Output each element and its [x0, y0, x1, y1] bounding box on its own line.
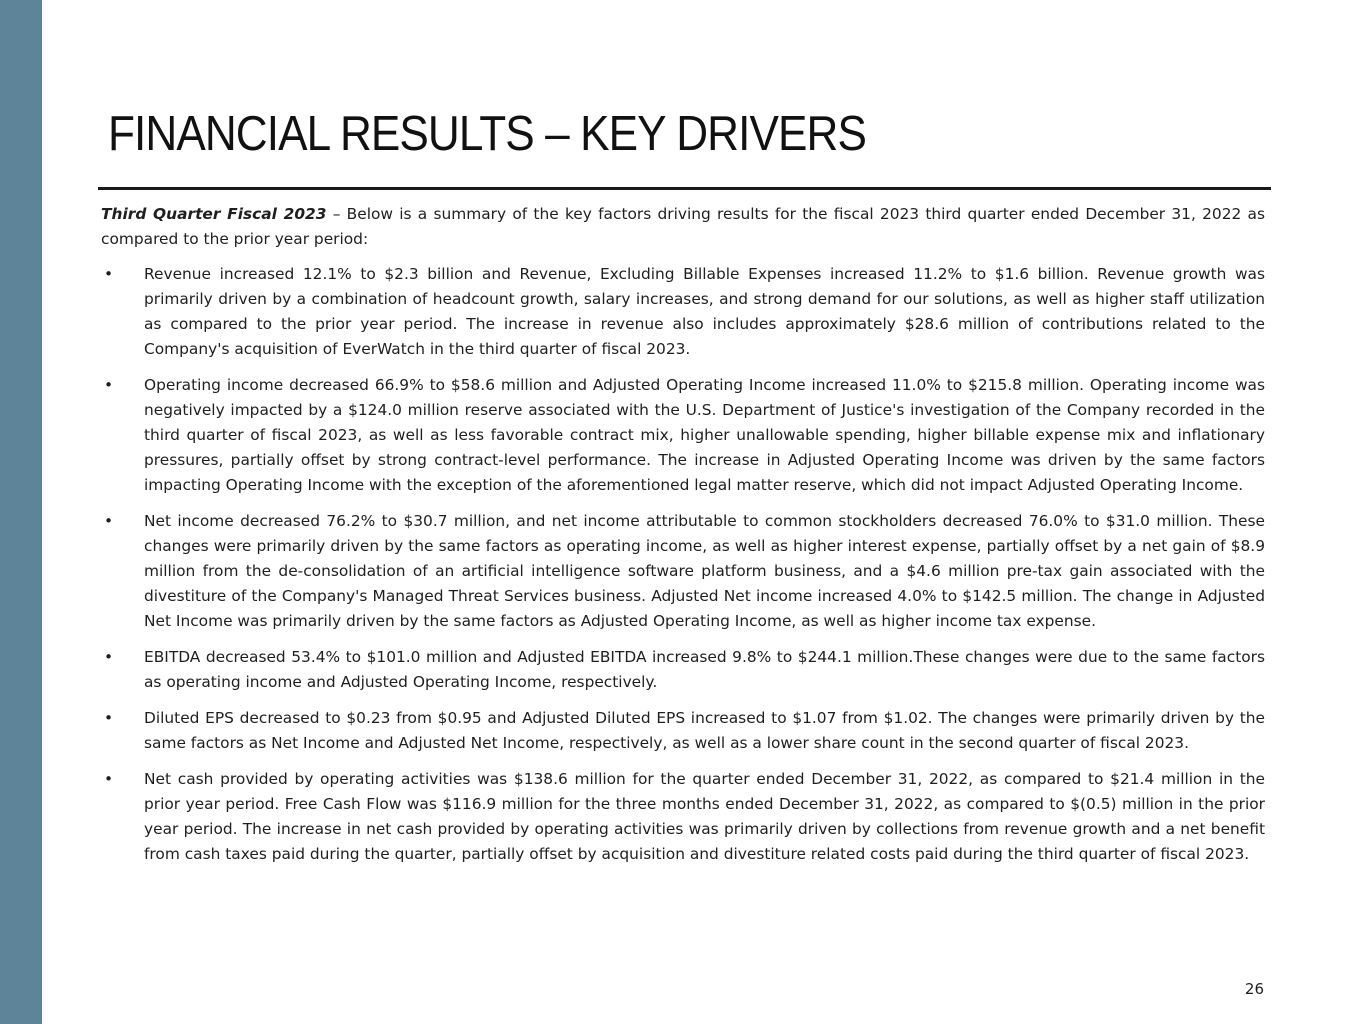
- bullet-icon: •: [104, 376, 114, 394]
- bullet-ebitda: [101, 645, 1265, 695]
- bullet-net-income: [101, 509, 1265, 634]
- key-drivers-list: [101, 262, 1265, 867]
- bullet-icon: •: [104, 709, 114, 727]
- intro-lead: Third Quarter Fiscal 2023: [101, 205, 327, 223]
- bullet-text: Diluted EPS decreased to $0.23 from $0.95 and Adjusted Diluted EPS increased to $1.07 from $1.02. The changes were primarily driven by the same factors as Net Income and Adjusted Net Income, respectively, as well as a lower share count in the second quarter of fiscal 2023.: [144, 709, 1265, 752]
- bullet-cash-flow: [101, 767, 1265, 867]
- title-divider: [98, 187, 1271, 190]
- page-number: 26: [1244, 980, 1264, 998]
- bullet-diluted-eps: [101, 706, 1265, 756]
- bullet-icon: •: [104, 512, 114, 530]
- bullet-text: Net cash provided by operating activities was $138.6 million for the quarter ended December 31, 2022, as compared to $21.4 million in the prior year period. Free Cash Flow was $116.9 million for the three months ended December 31, 2022, as compared to $(0.5) million in the prior year period. The increase in net cash provided by operating activities was primarily driven by collections from revenue growth and a net benefit from cash taxes paid during the quarter, partially offset by acquisition and divestiture related costs paid during the third quarter of fiscal 2023.: [144, 770, 1265, 863]
- bullet-operating-income: [101, 373, 1265, 498]
- slide-body: [101, 202, 1265, 878]
- bullet-revenue: [101, 262, 1265, 362]
- intro-text: – Below is a summary of the key factors driving results for the fiscal 2023 third quarter ended December 31, 2022 as compared to the prior year period:: [101, 205, 1265, 248]
- slide-accent-bar: [0, 0, 42, 1024]
- bullet-icon: •: [104, 770, 114, 788]
- bullet-icon: •: [104, 265, 114, 283]
- bullet-text: Revenue increased 12.1% to $2.3 billion and Revenue, Excluding Billable Expenses increased 11.2% to $1.6 billion. Revenue growth was primarily driven by a combination of headcount growth, salary increases, and strong demand for our solutions, as well as higher staff utilization as compared to the prior year period. The increase in revenue also includes approximately $28.6 million of contributions related to the Company's acquisition of EverWatch in the third quarter of fiscal 2023.: [144, 265, 1265, 358]
- bullet-text: Operating income decreased 66.9% to $58.6 million and Adjusted Operating Income increased 11.0% to $215.8 million. Operating income was negatively impacted by a $124.0 million reserve associated with the U.S. Department of Justice's investigation of the Company recorded in the third quarter of fiscal 2023, as well as less favorable contract mix, higher unallowable spending, higher billable expense mix and inflationary pressures, partially offset by strong contract-level performance. The increase in Adjusted Operating Income was driven by the same factors impacting Operating Income with the exception of the aforementioned legal matter reserve, which did not impact Adjusted Operating Income.: [144, 376, 1265, 494]
- slide-title: FINANCIAL RESULTS – KEY DRIVERS: [108, 107, 866, 161]
- bullet-text: EBITDA decreased 53.4% to $101.0 million and Adjusted EBITDA increased 9.8% to $244.1 million.These changes were due to the same factors as operating income and Adjusted Operating Income, respectively.: [144, 648, 1265, 691]
- bullet-text: Net income decreased 76.2% to $30.7 million, and net income attributable to common stockholders decreased 76.0% to $31.0 million. These changes were primarily driven by the same factors as operating income, as well as higher interest expense, partially offset by a net gain of $8.9 million from the de-consolidation of an artificial intelligence software platform business, and a $4.6 million pre-tax gain associated with the divestiture of the Company's Managed Threat Services business. Adjusted Net income increased 4.0% to $142.5 million. The change in Adjusted Net Income was primarily driven by the same factors as Adjusted Operating Income, as well as higher income tax expense.: [144, 512, 1265, 630]
- intro-paragraph: [101, 202, 1265, 252]
- bullet-icon: •: [104, 648, 114, 666]
